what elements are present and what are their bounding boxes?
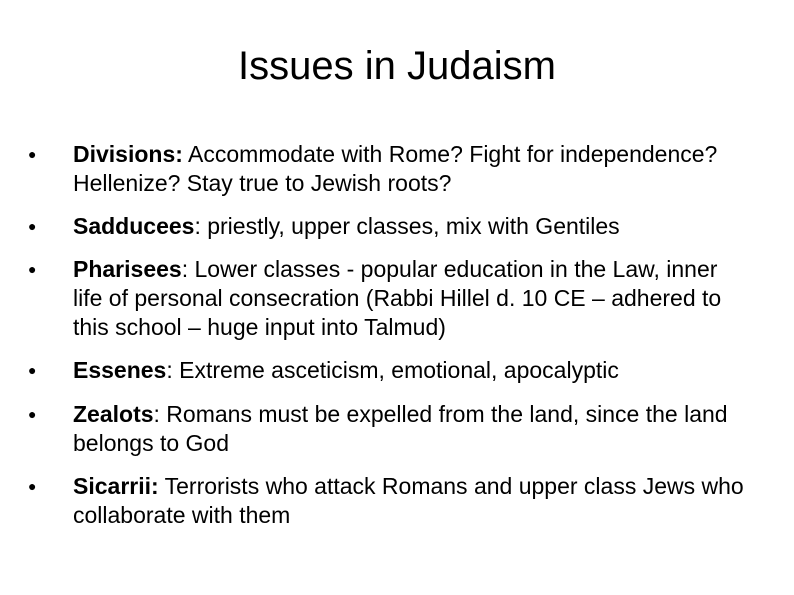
bullet-item-sicarrii [28,472,748,530]
bullet-item-sadducees [28,212,748,241]
bullet-text [73,356,748,385]
bullet-dot-icon: ● [28,146,37,162]
bullet-text [73,255,748,342]
bullet-description: Terrorists who attack Romans and upper class Jews who collaborate with them [73,473,744,528]
bullet-text [73,140,748,198]
bullet-term: Zealots [73,401,154,427]
bullet-item-zealots [28,400,748,458]
bullet-description: : Lower classes - popular education in the Law, inner life of personal consecration (Rabbi Hillel d. 10 CE – adhered to this school – huge input into Talmud) [73,256,722,340]
bullet-dot-icon: ● [28,261,37,277]
bullet-term: Pharisees [73,256,182,282]
bullet-text [73,212,748,241]
bullet-dot-icon: ● [28,218,37,234]
bullet-item-divisions [28,140,748,198]
bullet-item-essenes [28,356,748,385]
bullet-text [73,400,748,458]
bullet-dot-icon: ● [28,478,37,494]
bullet-description: : Extreme asceticism, emotional, apocalyptic [166,357,619,383]
bullet-term: Sadducees [73,213,195,239]
bullet-term: Essenes [73,357,167,383]
bullet-dot-icon: ● [28,406,37,422]
bullet-text [73,472,748,530]
bullet-dot-icon: ● [28,362,37,378]
bullet-term: Divisions: [73,141,183,167]
slide-title: Issues in Judaism [238,44,556,88]
bullet-term: Sicarrii: [73,473,159,499]
bullet-description: Accommodate with Rome? Fight for independence? Hellenize? Stay true to Jewish roots? [73,141,718,196]
bullet-description: : priestly, upper classes, mix with Gentiles [194,213,620,239]
bullet-item-pharisees [28,255,748,342]
bullet-description: : Romans must be expelled from the land, since the land belongs to God [73,401,728,456]
